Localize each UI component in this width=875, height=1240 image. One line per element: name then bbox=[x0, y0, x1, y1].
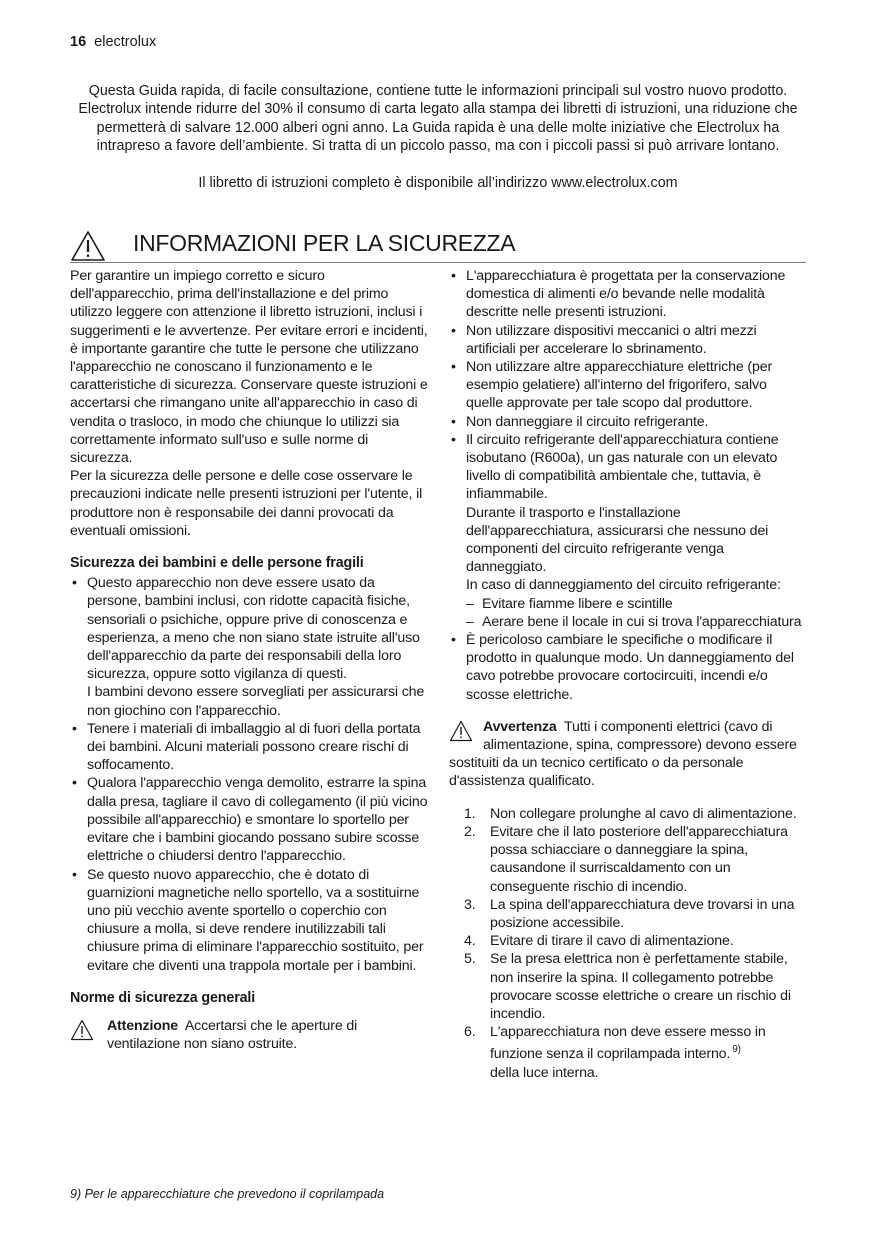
list-item: • Qualora l'apparecchio venga demolito, estrarre la spina dalla presa, tagliare il cavo di collegamento (il più vicino possibile all'apparecchio) e smontare lo sportello per evitare che i bambini giocando possano subire scosse elettriche o chiudersi dentro l'apparecchio. bbox=[70, 774, 428, 865]
page-header bbox=[70, 34, 156, 50]
list-item: 2. Evitare che il lato posteriore dell'apparecchiatura possa schiacciare o danneggiare la spina, causandone il surriscaldamento con un conseguente rischio di incendio. bbox=[464, 823, 788, 895]
general-safety-heading: Norme di sicurezza generali bbox=[70, 989, 256, 1006]
footnote: 9) Per le apparecchiature che prevedono il coprilampada bbox=[70, 1187, 385, 1201]
intro-safety-paragraph: Per garantire un impiego corretto e sicuro dell'apparecchio, prima dell'installazione e del primo utilizzo leggere con attenzione il libretto istruzioni, inclusi i suggerimenti e le avvertenze. Per evitare errori e incidenti, è importante garantire che tutte le persone che utilizzano l'apparecchio ne conoscano il funzionamento e le caratteristiche di sicurezza. Conservare queste istruzioni e accertarsi che rimangano unite all'apparecchio in caso di vendita o trasloco, in modo che chiunque lo utilizzi sia correttamente informato sull'uso e sulle norme di sicurezza. bbox=[70, 268, 428, 467]
list-item: • Non utilizzare dispositivi meccanici o altri mezzi artificiali per accelerare lo sbrinamento. bbox=[449, 322, 807, 358]
list-item: • Il circuito refrigerante dell'apparecchiatura contiene isobutano (R600a), un gas naturale con un elevato livello di compatibilità ambientale che, tuttavia, è infiammabile. Durante il trasporto e l'installazione dell'apparecchiatura, assicurarsi che nessuno dei componenti del circuito refrigerante venga danneggiato. In caso di danneggiamento del circuito refrigerante: – Evitare fiamme libere e scintille – Aerare bene il locale in cui si trova l'apparecchiatura bbox=[449, 431, 807, 631]
list-item: • Tenere i materiali di imballaggio al di fuori della portata dei bambini. Alcuni materiali possono creare rischi di soffocamento. bbox=[70, 720, 428, 775]
electrical-steps-list bbox=[449, 805, 807, 1082]
caution-icon bbox=[449, 720, 473, 742]
list-item: 6. L'apparecchiatura non deve essere messo in funzione senza il coprilampada interno. $^{9)}$ della luce interna. bbox=[464, 1024, 766, 1081]
warning-label: Avvertenza bbox=[483, 718, 557, 735]
left-column bbox=[70, 267, 428, 1053]
intro-paragraph: Questa Guida rapida, di facile consultazione, contiene tutte le informazioni principali sul vostro nuovo prodotto. Electrolux intende ridurre del 30% il consumo di carta legato alla stampa dei libretti di istruzioni, una riduzione che permetterà di salvare 12.000 alberi ogni anno. La Guida rapida è una delle molte iniziative che Electrolux ha intrapreso a favore dell’ambiente. Si tratta di un piccolo passo, ma con i piccoli passi si può arrivare lontano. bbox=[78, 83, 798, 154]
refrigerant-damage-list bbox=[466, 595, 807, 631]
general-safety-list bbox=[449, 267, 807, 704]
title-divider bbox=[70, 262, 806, 263]
intro-url-line: Il libretto di istruzioni completo è disponibile all’indirizzo www.electrolux.com bbox=[198, 175, 678, 192]
brand-name: electrolux bbox=[94, 34, 157, 50]
list-item: • L'apparecchiatura è progettata per la conservazione domestica di alimenti e/o bevande nelle modalità descritte nelle presenti istruzioni. bbox=[449, 267, 807, 322]
list-item: • Se questo nuovo apparecchio, che è dotato di guarnizioni magnetiche nello sportello, va a sostituirne uno più vecchio avente sportello o coperchio con chiusure a molla, si deve rendere inutilizzabili tali chiusure prima di eliminare l'apparecchio sostituito, per evitare che diventi una trappola mortale per i bambini. bbox=[70, 866, 428, 975]
list-item: 4. Evitare di tirare il cavo di alimentazione. bbox=[464, 933, 734, 950]
caution-icon bbox=[70, 1019, 94, 1041]
list-item: • Questo apparecchio non deve essere usato da persone, bambini inclusi, con ridotte capacità fisiche, sensoriali o psichiche, oppure prive di conoscenza e esperienza, a meno che non siano state istruite all'uso dell'apparecchio da parte dei responsabili della loro sicurezza, oppure sotto vigilanza di questi. I bambini devono essere sorvegliati per assicurarsi che non giochino con l'apparecchio. bbox=[70, 574, 428, 720]
list-item: 1. Non collegare prolunghe al cavo di alimentazione. bbox=[464, 805, 797, 822]
warning-note bbox=[449, 718, 807, 791]
list-item: – Evitare fiamme libere e scintille bbox=[466, 595, 807, 613]
footnote-reference: 9) bbox=[732, 1044, 741, 1056]
attention-text: Accertarsi che le aperture di ventilazione non siano ostruite. bbox=[107, 1017, 358, 1053]
right-column bbox=[449, 267, 807, 1082]
list-item: 5. Se la presa elettrica non è perfettamente stabile, non inserire la spina. Il collegamento potrebbe provocare scosse elettriche o creare un rischio di incendio. bbox=[464, 951, 791, 1022]
children-safety-heading: Sicurezza dei bambini e delle persone fragili bbox=[70, 555, 364, 572]
section-title-row bbox=[70, 228, 806, 264]
list-item: • Non utilizzare altre apparecchiature elettriche (per esempio gelatiere) all'interno del frigorifero, salvo quelle approvate per tale scopo dal produttore. bbox=[449, 358, 807, 413]
intro-block bbox=[70, 82, 806, 192]
children-safety-list bbox=[70, 574, 428, 974]
list-item: • Non danneggiare il circuito refrigerante. bbox=[449, 413, 807, 431]
warning-text: Tutti i componenti elettrici (cavo di alimentazione, spina, compressore) devono essere sostituiti da un tecnico certificato o da personale d'assistenza qualificato. bbox=[449, 718, 797, 790]
attention-label: Attenzione bbox=[107, 1017, 179, 1034]
responsibility-paragraph: Per la sicurezza delle persone e delle cose osservare le precauzioni indicate nelle presenti istruzioni per l'utente, il produttore non è responsabile dei danni provocati da eventuali omissioni. bbox=[70, 468, 423, 539]
list-item: – Aerare bene il locale in cui si trova l'apparecchiatura bbox=[466, 613, 807, 631]
list-item: 3. La spina dell'apparecchiatura deve trovarsi in una posizione accessibile. bbox=[464, 896, 795, 931]
attention-note bbox=[70, 1017, 428, 1053]
warning-triangle-icon bbox=[70, 230, 106, 262]
page-number: 16 bbox=[70, 34, 87, 50]
list-item: • È pericoloso cambiare le specifiche o modificare il prodotto in qualunque modo. Un danneggiamento del cavo potrebbe provocare cortocircuiti, incendi e/o scosse elettriche. bbox=[449, 631, 807, 704]
section-title: INFORMAZIONI PER LA SICUREZZA bbox=[133, 230, 516, 256]
